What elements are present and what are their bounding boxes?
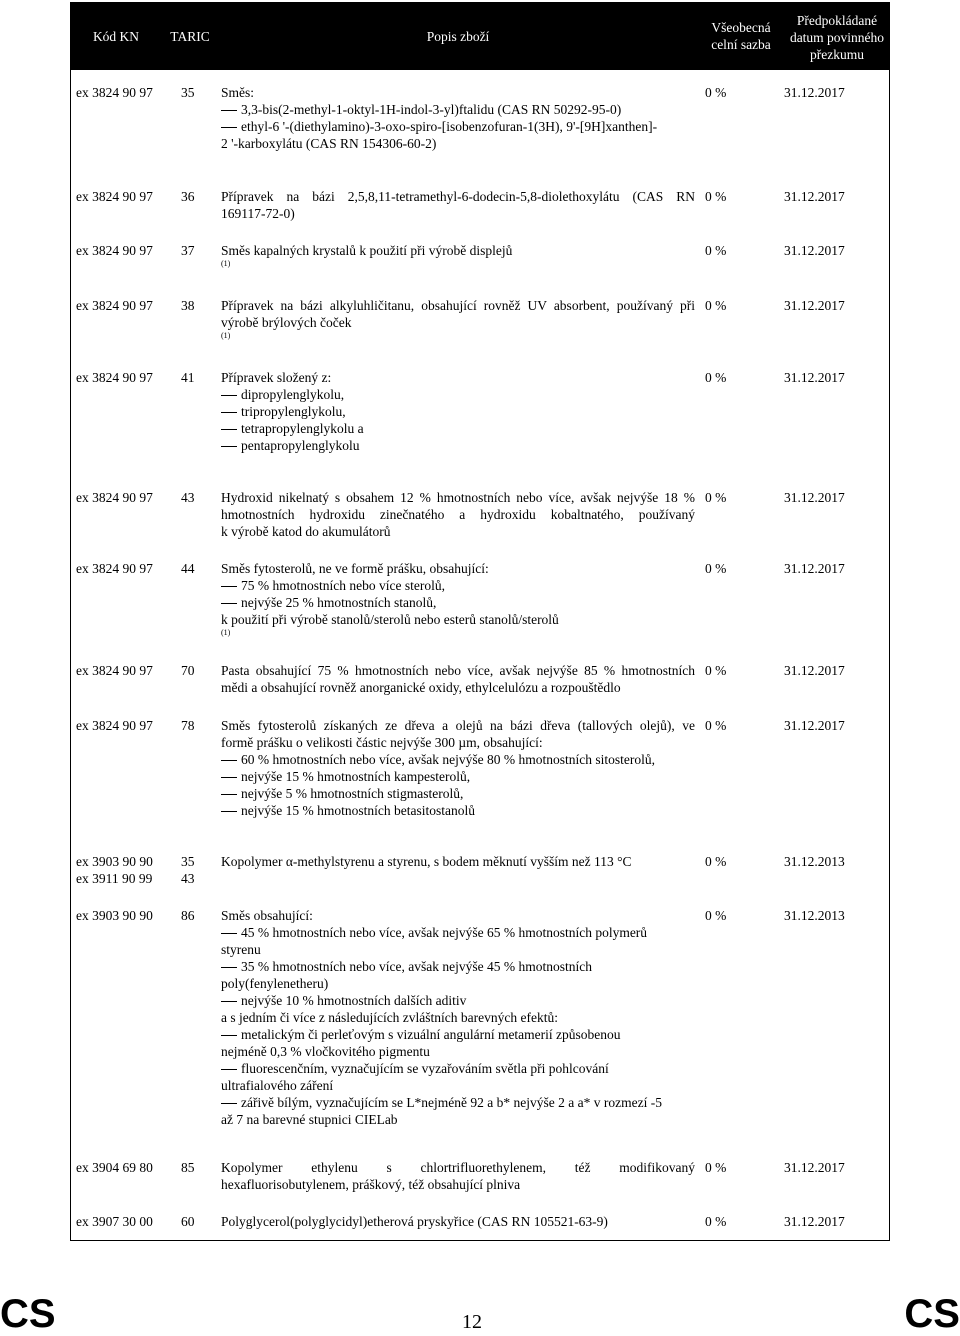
cell-rate: 0 %	[705, 718, 727, 733]
cell-description	[221, 369, 695, 454]
cell-description	[221, 242, 695, 269]
cell-kn: ex 3824 90 97	[76, 718, 153, 733]
desc-line: dipropylenglykolu,	[221, 386, 695, 403]
desc-line: Přípravek složený z:	[221, 370, 332, 385]
header-sazba-line: Všeobecná	[711, 20, 771, 35]
cell-kn: ex 3903 90 90	[76, 908, 153, 923]
desc-line: nejvýše 25 % hmotnostních stanolů,	[221, 594, 695, 611]
desc-line: Přípravek na bázi 2,5,8,11-tetramethyl-6-dodecin-5,8-diolethoxylátu (CAS RN	[221, 189, 695, 204]
desc-line: nejvýše 15 % hmotnostních betasitostanolů	[221, 802, 695, 819]
cell-description	[221, 489, 695, 540]
desc-line: ethyl-6 '-(diethylamino)-3-oxo-spiro-[isobenzofuran-1(3H), 9'-[9H]xanthen]-	[221, 118, 695, 135]
cell-description	[221, 662, 695, 696]
cell-rate: 0 %	[705, 243, 727, 258]
cell-kn: ex 3824 90 97	[76, 663, 153, 678]
desc-line: poly(fenylenetheru)	[221, 976, 329, 991]
desc-line: až 7 na barevné stupnici CIELab	[221, 1112, 398, 1127]
table-border-bottom	[70, 1240, 890, 1241]
desc-line: mědi a obsahující rovněž anorganické oxidy, ethylcelulózu a rozpouštědlo	[221, 680, 621, 695]
cell-date: 31.12.2013	[784, 854, 845, 869]
desc-line: Pasta obsahující 75 % hmotnostních nebo více, avšak nejvýše 85 % hmotnostních	[221, 663, 695, 678]
footnote-ref: (1)	[221, 628, 231, 637]
cell-taric: 35	[181, 85, 195, 100]
cell-kn: ex 3824 90 97	[76, 561, 153, 576]
footnote-ref: (1)	[221, 331, 231, 340]
header-prezkum-line: přezkumu	[810, 47, 864, 62]
cell-date: 31.12.2017	[784, 718, 845, 733]
cell-date: 31.12.2017	[784, 1160, 845, 1175]
page-number: 12	[462, 1311, 482, 1333]
cell-taric: 37	[181, 243, 195, 258]
desc-line: k použití při výrobě stanolů/sterolů nebo esterů stanolů/sterolů	[221, 612, 559, 627]
cell-kn: ex 3824 90 97	[76, 370, 153, 385]
cell-description	[221, 1213, 695, 1230]
header-taric: TARIC	[170, 29, 210, 44]
desc-line: 2 '-karboxylátu (CAS RN 154306-60-2)	[221, 136, 437, 151]
desc-line: fluorescenčním, vyznačujícím se vyzařováním světla při pohlcování	[221, 1060, 695, 1077]
desc-line: výrobě brýlových čoček	[221, 315, 352, 330]
header-prezkum-line: datum povinného	[789, 30, 885, 45]
header-datum-prezkumu	[784, 12, 890, 63]
cell-kn	[76, 853, 153, 887]
cell-kn: ex 3904 69 80	[76, 1160, 153, 1175]
desc-line: nejméně 0,3 % vločkovitého pigmentu	[221, 1044, 430, 1059]
desc-line: nejvýše 5 % hmotnostních stigmasterolů,	[221, 785, 695, 802]
cell-taric: 43	[181, 490, 195, 505]
cell-description	[221, 188, 695, 222]
cell-rate: 0 %	[705, 370, 727, 385]
desc-line: Kopolymer α-methylstyrenu a styrenu, s bodem měknutí vyšším než 113 °C	[221, 854, 632, 869]
cell-rate: 0 %	[705, 561, 727, 576]
desc-line: pentapropylenglykolu	[221, 437, 695, 454]
desc-line: 75 % hmotnostních nebo více sterolů,	[221, 577, 695, 594]
desc-line: 3,3-bis(2-methyl-1-oktyl-1H-indol-3-yl)ftalidu (CAS RN 50292-95-0)	[221, 101, 695, 118]
desc-line: Směs fytosterolů získaných ze dřeva a olejů na bázi dřeva (tallových olejů), ve	[221, 718, 695, 733]
cell-date: 31.12.2017	[784, 370, 845, 385]
header-popis-zbozi: Popis zboží	[426, 29, 490, 44]
cell-date: 31.12.2013	[784, 908, 845, 923]
cell-date: 31.12.2017	[784, 490, 845, 505]
cell-taric	[181, 853, 195, 887]
cell-rate: 0 %	[705, 189, 727, 204]
desc-line: tripropylenglykolu,	[221, 403, 695, 420]
cell-rate: 0 %	[705, 908, 727, 923]
cell-date: 31.12.2017	[784, 243, 845, 258]
cell-description	[221, 84, 695, 152]
cell-taric: 86	[181, 908, 195, 923]
desc-line: metalickým či perleťovým s vizuální angulární metamerií způsobenou	[221, 1026, 695, 1043]
desc-line: k výrobě katod do akumulátorů	[221, 524, 391, 539]
taric-line: 43	[181, 871, 195, 886]
cell-description	[221, 717, 695, 819]
desc-line: zářivě bílým, vyznačujícím se L*nejméně 92 a b* nejvýše 2 a a* v rozmezí -5	[221, 1094, 695, 1111]
footnote-ref: (1)	[221, 259, 231, 268]
desc-line: a s jedním či více z následujících zvláštních barevných efektů:	[221, 1010, 558, 1025]
header-celni-sazba	[698, 19, 784, 53]
cell-taric: 38	[181, 298, 195, 313]
cell-rate: 0 %	[705, 854, 727, 869]
desc-line: hexafluorisobutylenem, práškový, též obsahující plniva	[221, 1177, 521, 1192]
desc-line: ultrafialového záření	[221, 1078, 334, 1093]
desc-line: tetrapropylenglykolu a	[221, 420, 695, 437]
table-border-right	[889, 70, 890, 1240]
desc-line: Směs kapalných krystalů k použití při výrobě displejů	[221, 243, 513, 258]
cell-date: 31.12.2017	[784, 298, 845, 313]
desc-line: 169117-72-0)	[221, 206, 295, 221]
cell-date: 31.12.2017	[784, 189, 845, 204]
cell-kn: ex 3824 90 97	[76, 490, 153, 505]
desc-line: hmotnostních hydroxidu zinečnatého a hydroxidu kobaltnatého, používaný	[221, 507, 695, 522]
cell-description	[221, 560, 695, 638]
desc-line: Přípravek na bázi alkyluhličitanu, obsahující rovněž UV absorbent, používaný při	[221, 298, 695, 313]
cell-rate: 0 %	[705, 663, 727, 678]
desc-line: Hydroxid nikelnatý s obsahem 12 % hmotnostních nebo více, avšak nejvýše 18 %	[221, 490, 695, 505]
cell-taric: 70	[181, 663, 195, 678]
cell-description	[221, 297, 695, 341]
cell-description	[221, 853, 695, 870]
cell-date: 31.12.2017	[784, 85, 845, 100]
desc-line: 60 % hmotnostních nebo více, avšak nejvýše 80 % hmotnostních sitosterolů,	[221, 751, 695, 768]
desc-line: nejvýše 10 % hmotnostních dalších aditiv	[221, 992, 695, 1009]
cell-kn: ex 3824 90 97	[76, 243, 153, 258]
cell-rate: 0 %	[705, 490, 727, 505]
desc-line: nejvýše 15 % hmotnostních kampesterolů,	[221, 768, 695, 785]
language-code-left: CS	[0, 1292, 56, 1336]
cell-date: 31.12.2017	[784, 663, 845, 678]
cell-taric: 44	[181, 561, 195, 576]
desc-line: Směs obsahující:	[221, 908, 313, 923]
header-prezkum-line: Předpokládané	[796, 13, 878, 28]
header-sazba-line: celní sazba	[711, 37, 771, 52]
cell-description	[221, 907, 695, 1128]
cell-kn: ex 3907 30 00	[76, 1214, 153, 1229]
header-kod-kn: Kód KN	[92, 29, 140, 44]
desc-line: Směs fytosterolů, ne ve formě prášku, obsahující:	[221, 561, 489, 576]
cell-taric: 60	[181, 1214, 195, 1229]
kn-line: ex 3903 90 90	[76, 854, 153, 869]
cell-description	[221, 1159, 695, 1193]
table-border-left	[70, 70, 71, 1240]
language-code-right: CS	[904, 1292, 960, 1336]
cell-taric: 36	[181, 189, 195, 204]
cell-taric: 78	[181, 718, 195, 733]
desc-line: 45 % hmotnostních nebo více, avšak nejvýše 65 % hmotnostních polymerů	[221, 924, 695, 941]
taric-line: 35	[181, 854, 195, 869]
cell-kn: ex 3824 90 97	[76, 85, 153, 100]
cell-kn: ex 3824 90 97	[76, 298, 153, 313]
cell-date: 31.12.2017	[784, 561, 845, 576]
desc-line: formě prášku o velikosti částic nejvýše 300 µm, obsahující:	[221, 735, 543, 750]
cell-kn: ex 3824 90 97	[76, 189, 153, 204]
desc-line: 35 % hmotnostních nebo více, avšak nejvýše 45 % hmotnostních	[221, 958, 695, 975]
desc-line: Kopolymer ethylenu s chlortrifluorethylenem, též modifikovaný	[221, 1160, 695, 1175]
cell-date: 31.12.2017	[784, 1214, 845, 1229]
cell-rate: 0 %	[705, 1160, 727, 1175]
desc-line: Směs:	[221, 85, 255, 100]
kn-line: ex 3911 90 99	[76, 871, 153, 886]
cell-taric: 85	[181, 1160, 195, 1175]
desc-line: Polyglycerol(polyglycidyl)etherová pryskyřice (CAS RN 105521-63-9)	[221, 1214, 608, 1229]
cell-rate: 0 %	[705, 298, 727, 313]
cell-rate: 0 %	[705, 85, 727, 100]
cell-taric: 41	[181, 370, 195, 385]
desc-line: styrenu	[221, 942, 261, 957]
cell-rate: 0 %	[705, 1214, 727, 1229]
table-header	[70, 2, 890, 70]
